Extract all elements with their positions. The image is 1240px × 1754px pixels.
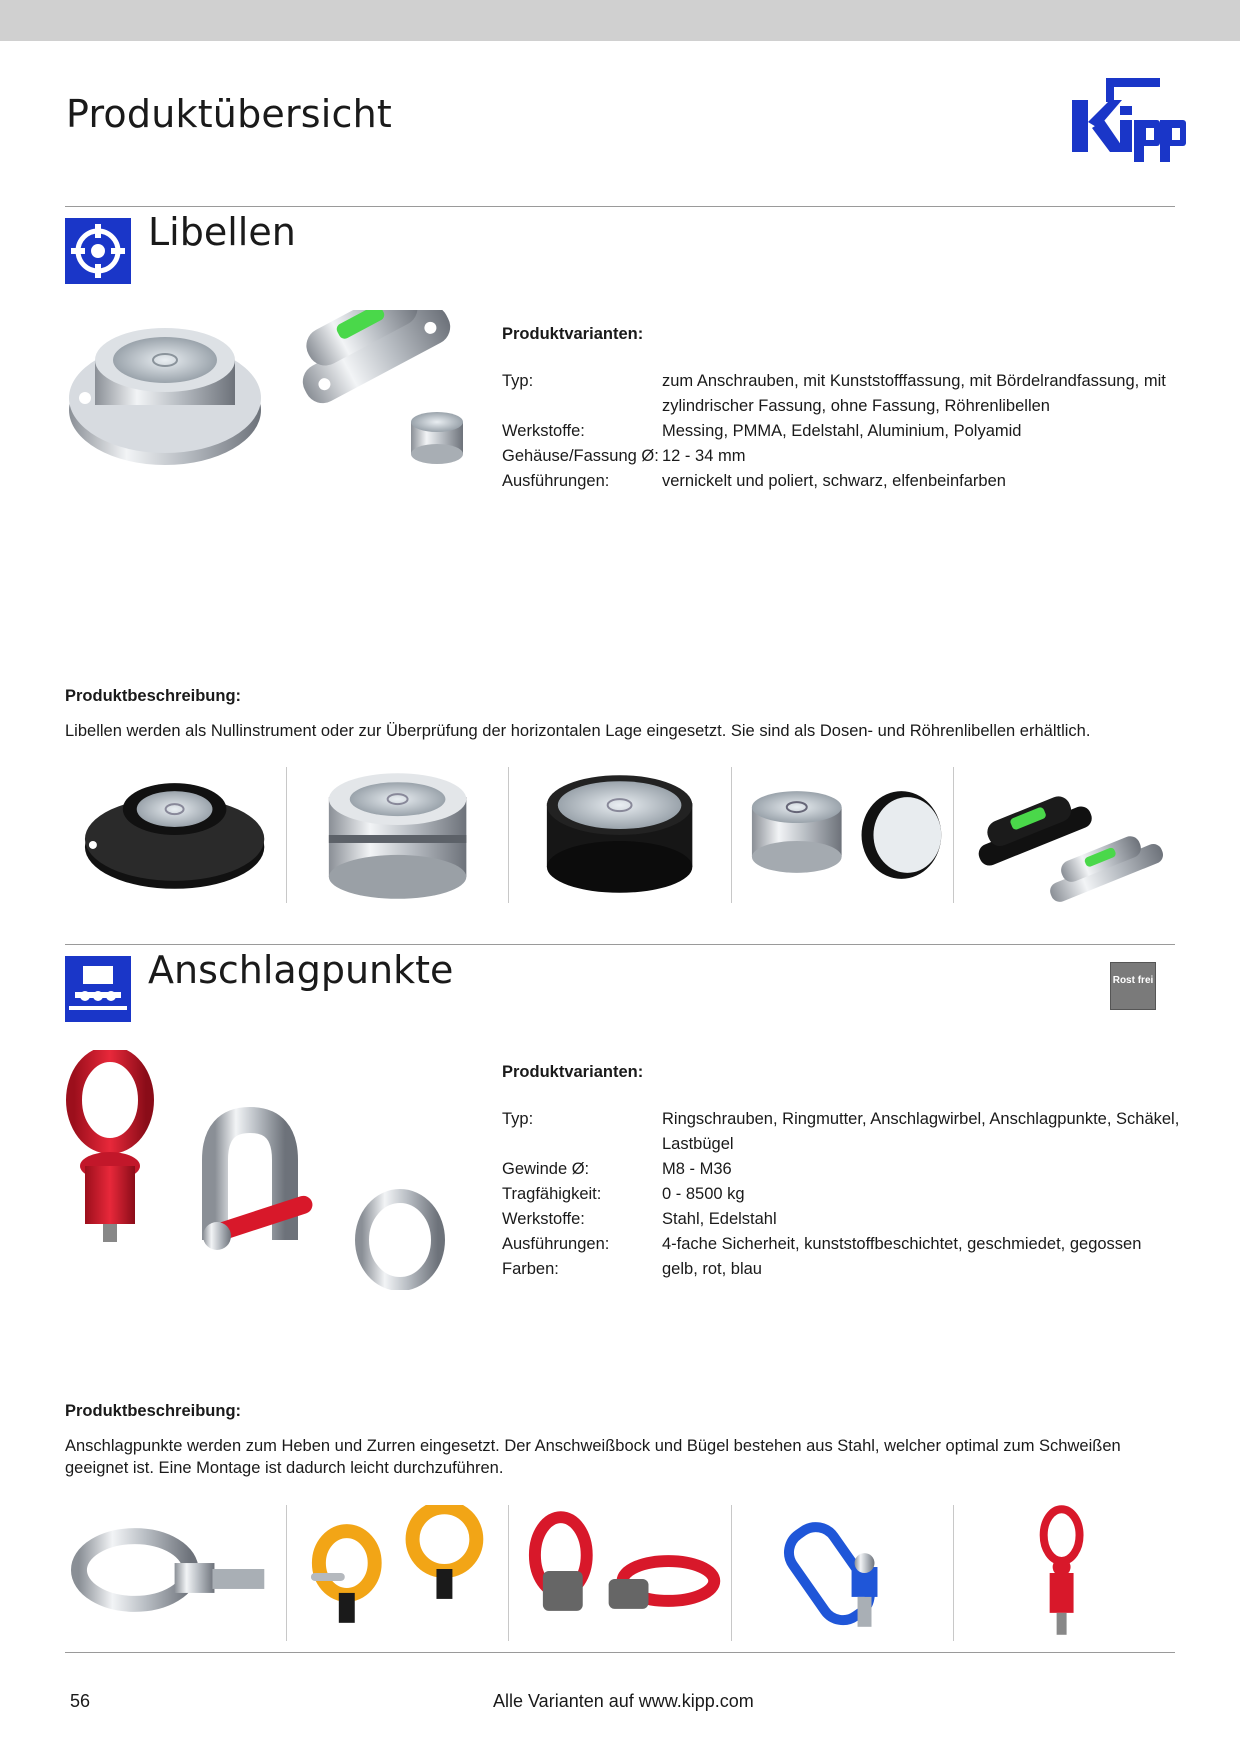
variant-row: [502, 1207, 1182, 1232]
section-divider: [65, 944, 1175, 945]
lifting-points-hero-image: [65, 1050, 465, 1290]
product-gallery: [65, 1505, 1175, 1641]
gallery-yellow-swivel-eyes: [287, 1505, 509, 1641]
gallery-black-round-level: [509, 767, 731, 903]
kipp-logo: [1070, 76, 1188, 164]
crosshair-level-icon: [65, 218, 131, 284]
variant-row: [502, 1257, 1182, 1282]
variant-label: Typ:: [502, 372, 534, 390]
variant-label: Typ:: [502, 1110, 534, 1128]
spirit-level-hero-image: [65, 310, 465, 550]
variant-value: 4-fache Sicherheit, kunststoffbeschichtet, geschmiedet, gegossen: [662, 1235, 1142, 1253]
variant-value: M8 - M36: [662, 1160, 732, 1178]
description-heading: Produktbeschreibung:: [65, 687, 242, 705]
variant-value: Stahl, Edelstahl: [662, 1210, 777, 1228]
variant-label: Ausführungen:: [502, 472, 610, 490]
variant-row: [502, 1157, 1182, 1182]
variant-row: [502, 419, 1182, 444]
top-bar: [0, 0, 1240, 41]
section-title: Anschlagpunkte: [148, 948, 454, 992]
gallery-black-flange-level: [65, 767, 287, 903]
rust-free-badge: Rost frei: [1110, 962, 1156, 1010]
gallery-tube-levels: [954, 767, 1175, 903]
variants-heading: Produktvarianten:: [502, 325, 644, 343]
page-number: 56: [70, 1691, 91, 1711]
footer-website-link[interactable]: Alle Varianten auf www.kipp.com: [493, 1691, 754, 1711]
product-gallery: [65, 767, 1175, 903]
variant-value: 0 - 8500 kg: [662, 1185, 745, 1203]
gallery-red-weld-on-points: [509, 1505, 731, 1641]
page-title: Produktübersicht: [66, 92, 393, 136]
variant-row: [502, 369, 1182, 419]
variant-label: Ausführungen:: [502, 1235, 610, 1253]
section-divider: [65, 206, 1175, 207]
gallery-red-swivel-eye: [954, 1505, 1175, 1641]
gallery-compact-levels: [732, 767, 954, 903]
variants-heading: Produktvarianten:: [502, 1063, 644, 1081]
variant-value: 12 - 34 mm: [662, 447, 746, 465]
product-variants: [502, 1060, 1182, 1282]
variant-label: Farben:: [502, 1260, 559, 1278]
variant-value: Messing, PMMA, Edelstahl, Aluminium, Polyamid: [662, 422, 1022, 440]
footer-divider: [65, 1652, 1175, 1653]
variant-row: [502, 444, 1182, 469]
variant-row: [502, 469, 1182, 494]
product-variants: [502, 322, 1182, 494]
variant-value: zum Anschrauben, mit Kunststofffassung, mit Bördelrandfassung, mit zylindrischer Fassung, ohne Fassung, Röhrenlibellen: [662, 372, 1166, 415]
variant-row: [502, 1182, 1182, 1207]
variant-label: Werkstoffe:: [502, 1210, 585, 1228]
description-text: Anschlagpunkte werden zum Heben und Zurren eingesetzt. Der Anschweißbock und Bügel bestehen aus Stahl, welcher optimal zum Schweißen geeignet ist. Eine Montage ist dadurch leicht durchzuführen.: [65, 1437, 1121, 1477]
variant-value: Ringschrauben, Ringmutter, Anschlagwirbel, Anschlagpunkte, Schäkel, Lastbügel: [662, 1110, 1180, 1153]
gallery-blue-lifting-bracket: [732, 1505, 954, 1641]
variant-label: Werkstoffe:: [502, 422, 585, 440]
variant-row: [502, 1232, 1182, 1257]
section-title: Libellen: [148, 210, 296, 254]
gallery-eye-bolt: [65, 1505, 287, 1641]
variant-label: Gehäuse/Fassung Ø:: [502, 447, 659, 465]
gallery-chrome-cylinder-level: [287, 767, 509, 903]
variant-label: Tragfähigkeit:: [502, 1185, 602, 1203]
variant-label: Gewinde Ø:: [502, 1160, 590, 1178]
description-heading: Produktbeschreibung:: [65, 1402, 242, 1420]
variant-row: [502, 1107, 1182, 1157]
variant-value: gelb, rot, blau: [662, 1260, 762, 1278]
variant-value: vernickelt und poliert, schwarz, elfenbeinfarben: [662, 472, 1006, 490]
lifting-point-icon: [65, 956, 131, 1022]
description-text: Libellen werden als Nullinstrument oder zur Überprüfung der horizontalen Lage eingesetzt. Sie sind als Dosen- und Röhrenlibellen erhältlich.: [65, 722, 1091, 740]
